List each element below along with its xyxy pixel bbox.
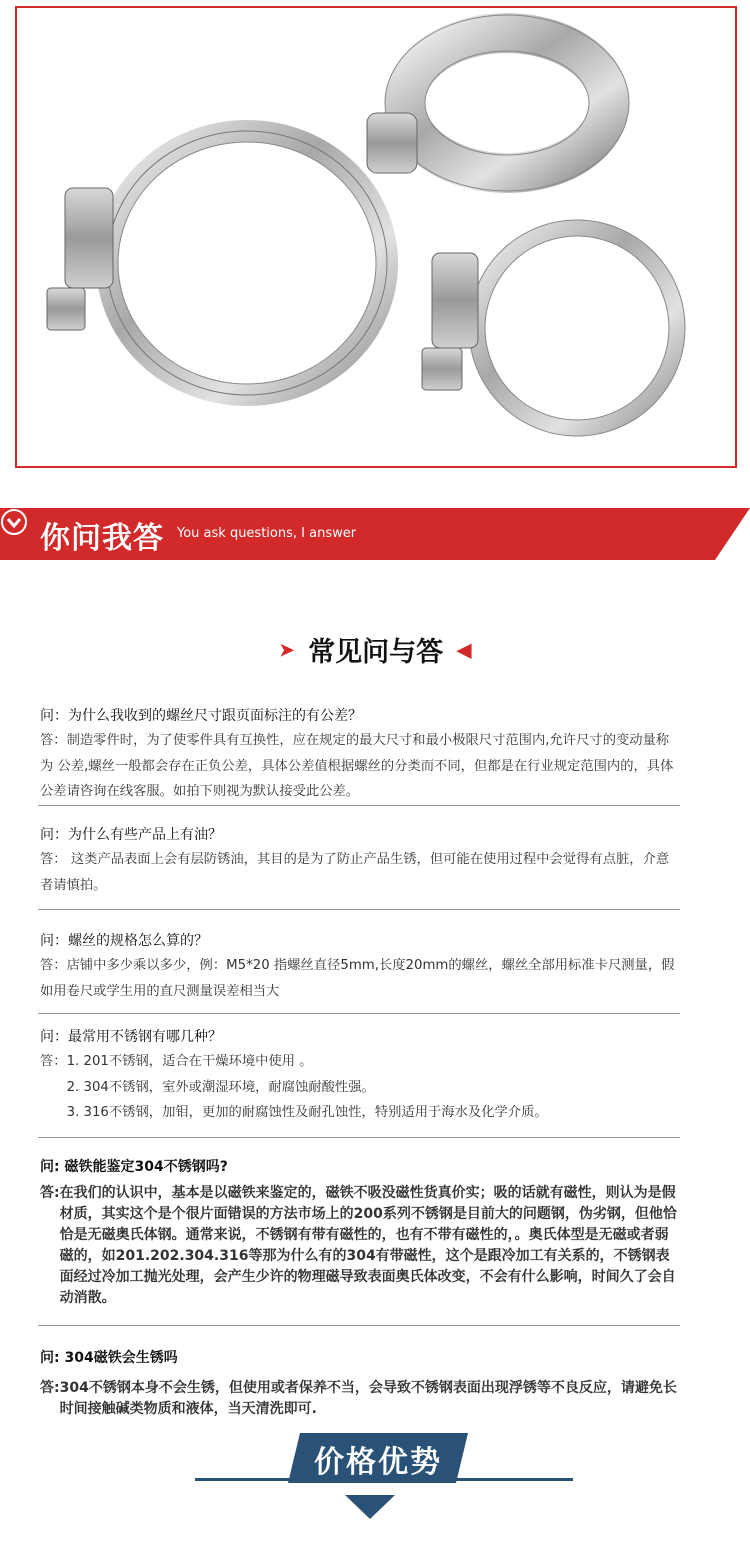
- triangle-down-icon: [345, 1495, 395, 1519]
- divider: [38, 1137, 680, 1138]
- faq-title: 常见问与答: [308, 637, 444, 668]
- banner-title: 你问我答: [40, 521, 164, 556]
- answer-label: 答：: [40, 1054, 67, 1069]
- question: 问：最常用不锈钢有哪几种？: [40, 1029, 222, 1045]
- list-item: 1. 201不锈钢，适合在干燥环境中使用 。: [66, 1054, 313, 1069]
- faq-header: [0, 630, 750, 669]
- qa-item: [40, 929, 680, 1004]
- answer: 答：制造零件时，为了使零件具有互换性，应在规定的最大尺寸和最小极限尺寸范围内,允许尺寸的变动量称为 公差,螺丝一般都会存在正负公差，具体公差值根据螺丝的分类而不同，但都是在行业规定范围内的，具体公差请咨询在线客服。如拍下则视为默认接受此公差。: [40, 733, 674, 799]
- arrow-left-icon: ◀: [456, 637, 472, 662]
- question: 问：螺丝的规格怎么算的？: [40, 933, 208, 949]
- answer-label: 答:: [40, 1380, 60, 1396]
- divider: [38, 1013, 680, 1014]
- list-item: 3. 316不锈钢，加钼，更加的耐腐蚀性及耐孔蚀性，特别适用于海水及化学介质。: [66, 1105, 548, 1120]
- list-item: 2. 304不锈钢，室外或潮湿环境，耐腐蚀耐酸性强。: [66, 1079, 375, 1095]
- arrow-right-icon: ➤: [278, 637, 296, 662]
- answer-text: 304不锈钢本身不会生锈，但使用或者保养不当，会导致不锈钢表面出现浮锈等不良反应，请避免长时间接触碱类物质和液体，当天清洗即可.: [59, 1380, 677, 1417]
- qa-banner: [0, 508, 750, 560]
- answer: [40, 1049, 680, 1126]
- answer: 答： 这类产品表面上会有层防锈油，其目的是为了防止产品生锈，但可能在使用过程中会觉得有点脏，介意者请慎拍。: [40, 852, 670, 893]
- chevron-down-icon: [0, 508, 28, 536]
- hose-clamps-illustration: [17, 8, 735, 466]
- qa-item: [40, 1346, 680, 1420]
- divider: [38, 1325, 680, 1326]
- banner-subtitle: You ask questions, I answer: [177, 526, 357, 541]
- price-title: 价格优势: [314, 1445, 442, 1480]
- answer: 答：店铺中多少乘以多少，例：M5*20 指螺丝直径5mm,长度20mm的螺丝，螺丝全部用标准卡尺测量，假如用卷尺或学生用的直尺测量误差相当大: [40, 958, 675, 999]
- qa-item: [40, 823, 680, 898]
- qa-item: [40, 1025, 680, 1126]
- qa-item: [40, 1155, 680, 1309]
- price-banner: [288, 1433, 468, 1483]
- answer-text: 在我们的认识中，基本是以磁铁来鉴定的，磁铁不吸没磁性货真价实；吸的话就有磁性，则认为是假材质，其实这个是个很片面错误的方法市场上的200系列不锈钢是目前大的问题钢，伪劣钢，但他恰恰是无磁奥氏体钢。通常来说，不锈钢有带有磁性的，也有不带有磁性的，。奥氏体型是无磁或者弱磁的，如201.202.304.316等那为什么有的304有带磁性，这个是跟冷加工有关系的，不锈钢表面经过冷加工抛光处理，会产生少许的物理磁导致表面奥氏体改变，不会有什么影响，时间久了会自动消散。: [59, 1185, 677, 1306]
- question: 问: 304磁铁会生锈吗: [40, 1350, 178, 1366]
- answer: [40, 1183, 680, 1309]
- product-photo: [15, 6, 737, 468]
- question: 问：为什么有些产品上有油？: [40, 827, 222, 843]
- divider: [38, 805, 680, 806]
- answer-label: 答:: [40, 1185, 60, 1201]
- divider: [38, 909, 680, 910]
- question: 问：为什么我收到的螺丝尺寸跟页面标注的有公差？: [40, 708, 362, 724]
- qa-item: [40, 704, 680, 805]
- question: 问: 磁铁能鉴定304不锈钢吗?: [40, 1159, 228, 1175]
- answer: [40, 1378, 680, 1420]
